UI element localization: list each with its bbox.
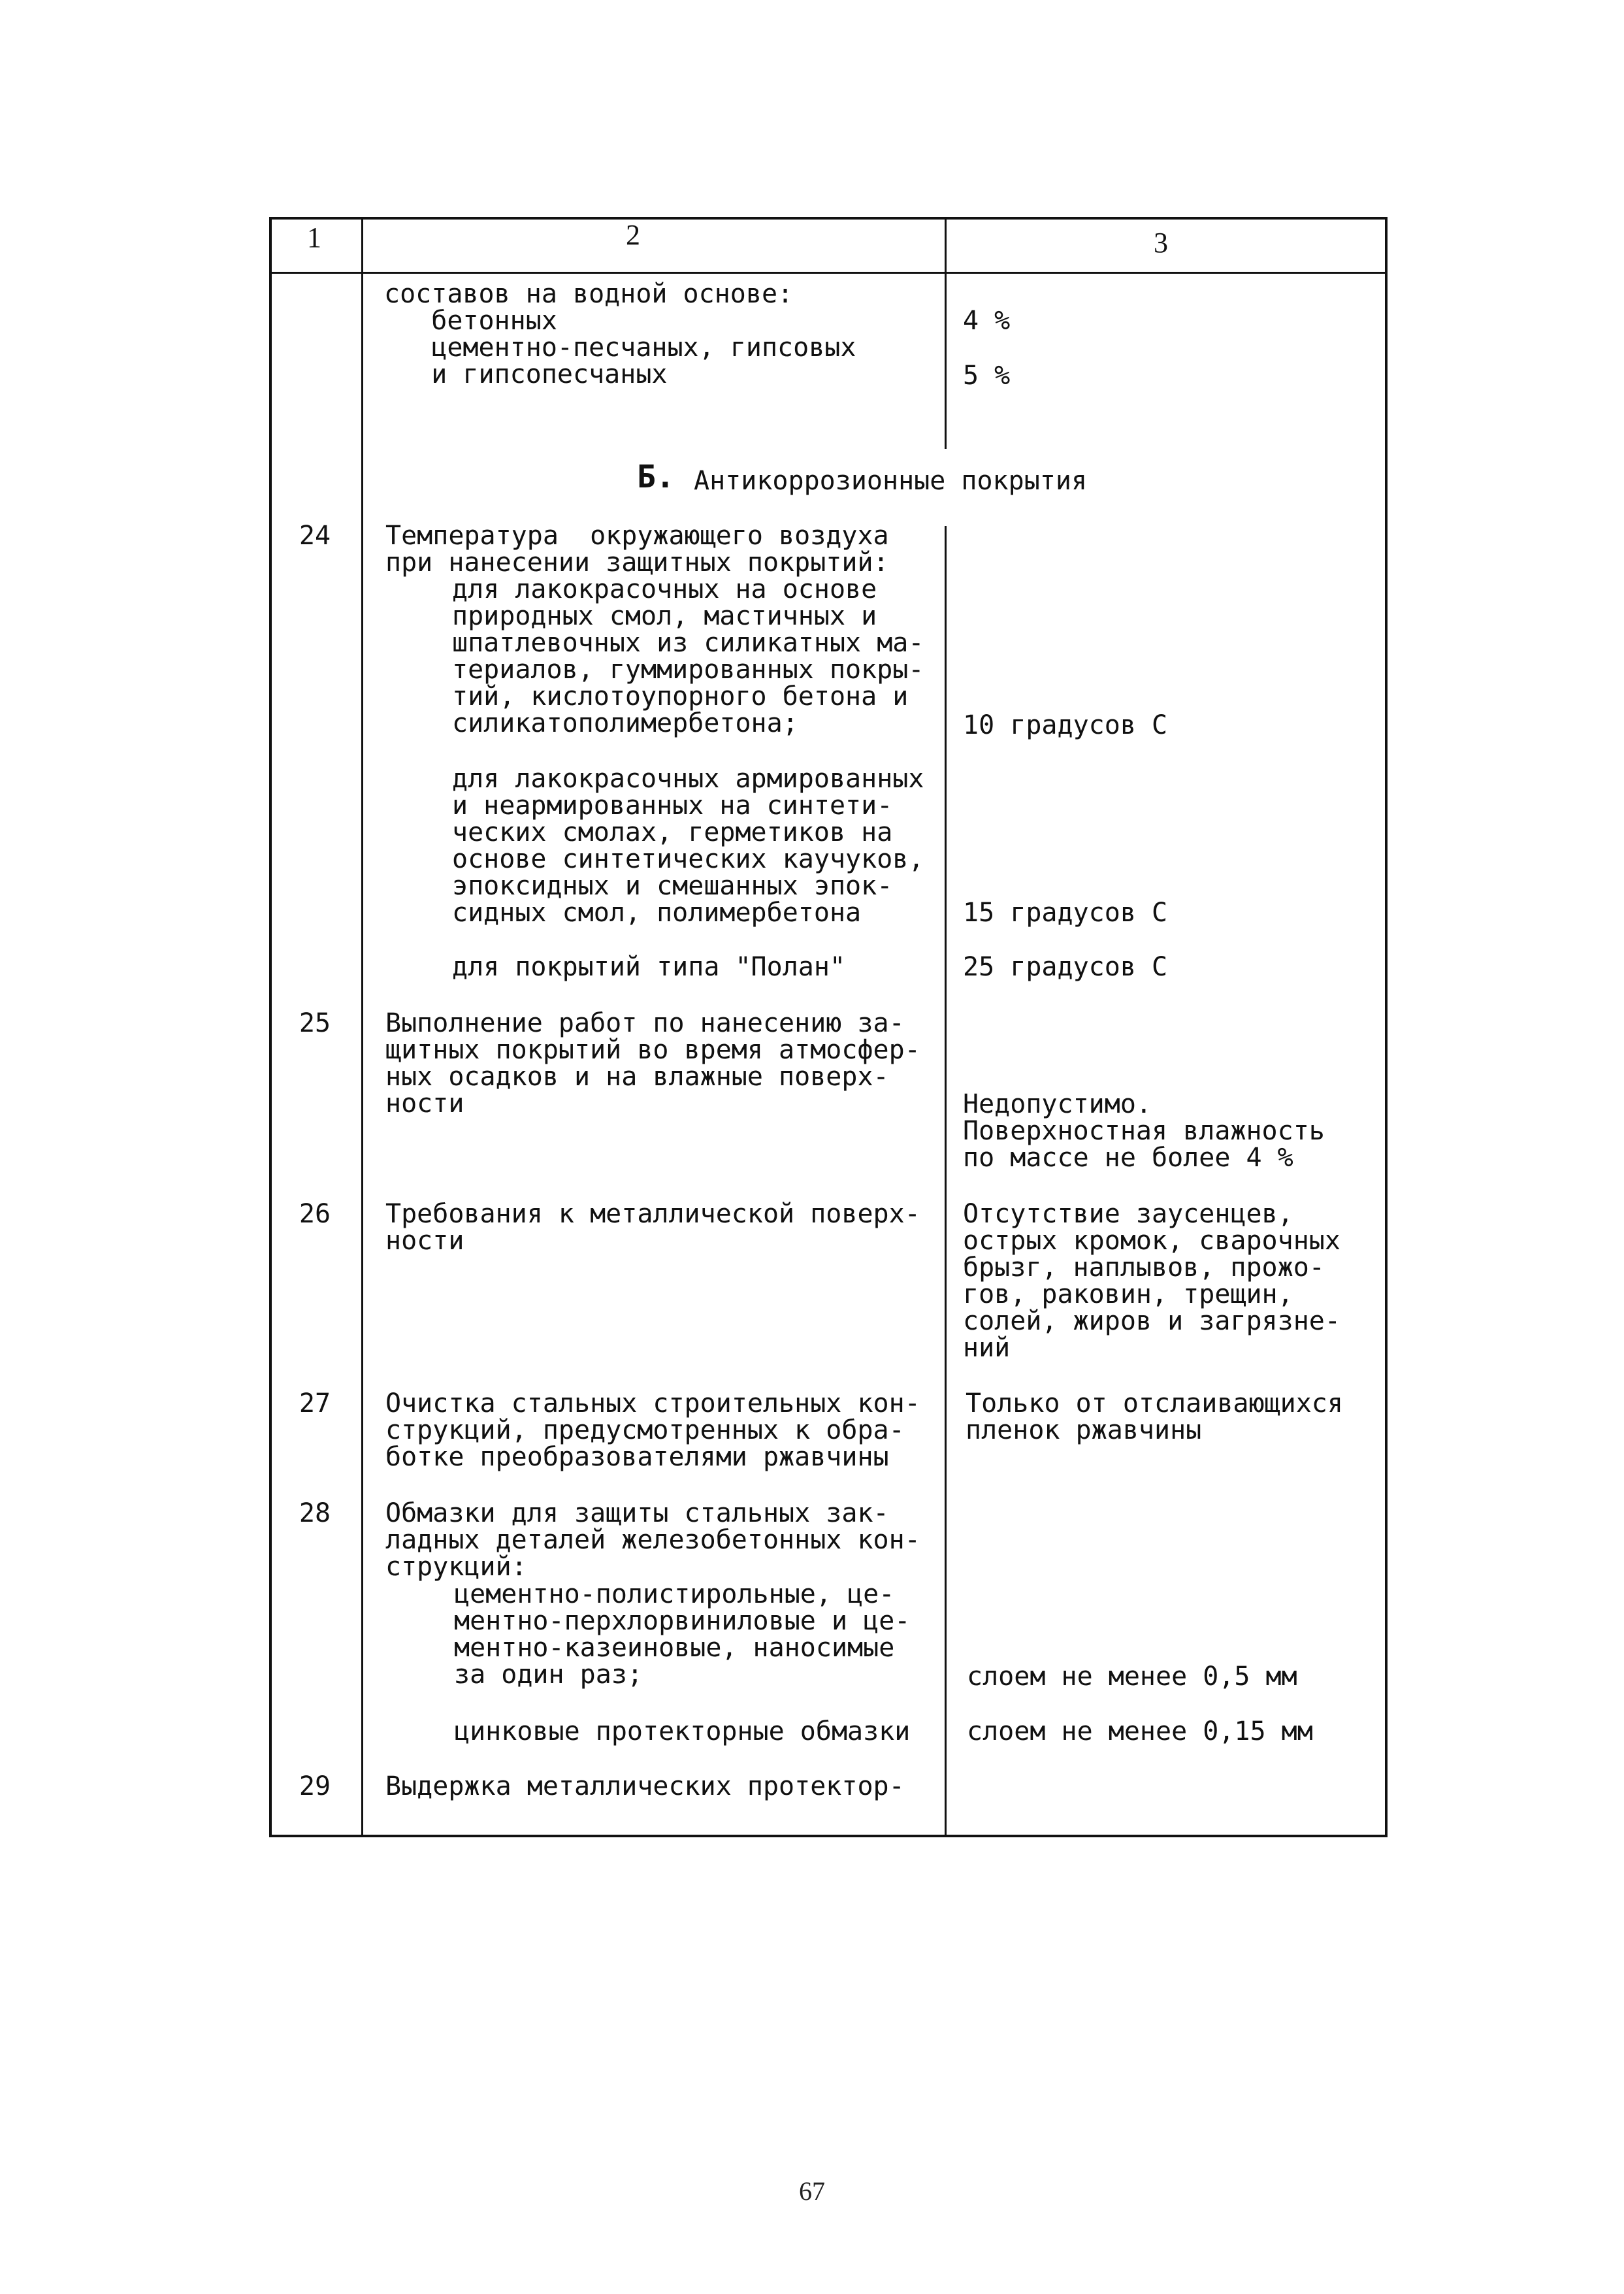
col-divider-2b [945,526,947,1837]
row-24-sub-3-text: для покрытий типа "Полан" [452,952,846,982]
row-27-text: Очистка стальных строительных кон- струкций, предусмотренных к обра- ботке преобразователями ржавчины [385,1388,920,1472]
intro-line-4: и гипсопесчаных [384,359,668,389]
row-25-value: Недопустимо. Поверхностная влажность по массе не более 4 % [963,1089,1325,1173]
row-29-number: 29 [299,1771,331,1801]
row-26-number: 26 [299,1199,331,1229]
row-28-sub-1-value: слоем не менее 0,5 мм [967,1662,1297,1692]
row-24-sub-2-value: 15 градусов С [963,898,1168,928]
section-letter: Б. [637,459,675,495]
header-col-2: 2 [626,219,640,251]
intro-line-3: цементно-песчаных, гипсовых [384,333,856,363]
intro-line-2: бетонных [384,306,557,336]
row-28-number: 28 [299,1498,331,1528]
intro-value-1: 4 % [963,306,1011,336]
row-24-number: 24 [299,521,331,551]
page-number: 67 [799,2176,825,2206]
intro-line-1: составов на водной основе: [384,279,794,309]
row-28-sub-2-value: слоем не менее 0,15 мм [967,1716,1313,1746]
row-24-sub-1-text: для лакокрасочных на основе природных смол, мастичных и шпатлевочных из силикатных ма- териалов, гуммированных покры- тий, кислотоупорного бетона и силикатополимербетона; [452,574,924,738]
section-title: Антикоррозионные покрытия [694,466,1088,496]
intro-value-2: 5 % [963,361,1011,391]
row-25-number: 25 [299,1008,331,1038]
header-divider [269,272,1388,274]
row-24-text: Температура окружающего воздуха при нанесении защитных покрытий: [385,521,889,578]
col-divider-1 [361,217,363,1837]
row-26-text: Требования к металлической поверх- ности [385,1199,920,1256]
row-28-sub-2-text: цинковые протекторные обмазки [454,1716,911,1746]
row-27-value: Только от отслаивающихся пленок ржавчины [966,1388,1343,1445]
row-24-sub-3-value: 25 градусов С [963,952,1168,982]
row-28-sub-1-text: цементно-полистирольные, це- ментно-перхлорвиниловые и це- ментно-казеиновые, наносимые за один раз; [454,1579,911,1690]
row-25-text: Выполнение работ по нанесению за- щитных покрытий во время атмосфер- ных осадков и на влажные поверх- ности [385,1008,920,1119]
header-col-3: 3 [1154,227,1168,259]
row-28-text: Обмазки для защиты стальных зак- ладных деталей железобетонных кон- струкций: [385,1498,920,1582]
row-24-sub-1-value: 10 градусов С [963,710,1168,740]
row-26-value: Отсутствие заусенцев, острых кромок, сварочных брызг, наплывов, прожо- гов, раковин, трещин, солей, жиров и загрязне- ний [963,1199,1340,1363]
row-27-number: 27 [299,1388,331,1418]
row-24-sub-2-text: для лакокрасочных армированных и неармированных на синтети- ческих смолах, герметиков на основе синтетических каучуков, эпоксидных и смешанных эпок- сидных смол, полимербетона [452,764,924,928]
row-29-text: Выдержка металлических протектор- [385,1771,905,1801]
header-col-1: 1 [307,221,321,254]
col-divider-2 [945,217,947,449]
